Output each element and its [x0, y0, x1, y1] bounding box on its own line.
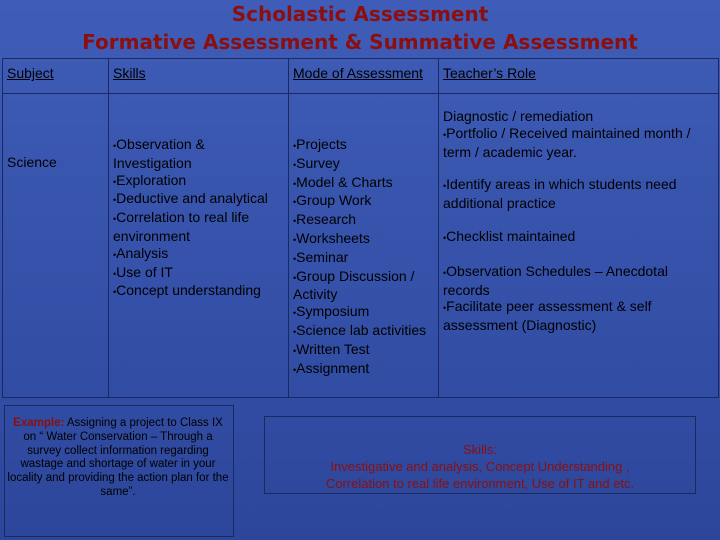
skills-summary-box: [264, 416, 696, 494]
skills-summary-line2: Investigative and analysis, Concept Understanding ,: [330, 459, 630, 474]
list-item: •Seminar: [293, 248, 349, 265]
subject-cell: Science: [7, 154, 57, 170]
skills-summary-heading: Skills:: [463, 442, 497, 457]
list-item: •Observation & Investigation: [113, 136, 205, 171]
list-item: •Worksheets: [293, 229, 370, 246]
list-item: •Concept understanding: [113, 282, 261, 299]
list-item: •Written Test: [293, 340, 370, 357]
table-row: [3, 94, 719, 398]
list-item: •Use of IT: [113, 263, 173, 280]
list-item: •Checklist maintained: [443, 227, 576, 244]
example-lead: Example:: [13, 417, 65, 429]
assessment-table: [2, 58, 719, 398]
list-item: •Facilitate peer assessment & self assessment (Diagnostic): [443, 298, 652, 334]
skills-summary-line3: Correlation to real life environment, Use of IT and etc.: [325, 476, 635, 491]
list-item: •Assignment: [293, 359, 370, 376]
list-item: •Research: [293, 211, 357, 228]
modes-list: [293, 136, 434, 378]
list-item: •Exploration: [113, 171, 187, 188]
list-item: •Analysis: [113, 244, 169, 261]
header-mode-of-assessment: Mode of Assessment: [293, 65, 423, 81]
teacher-role-intro: Diagnostic / remediation: [443, 108, 594, 124]
list-item: •Group Discussion / Activity: [293, 267, 415, 303]
list-item: •Projects: [293, 136, 347, 152]
page-title-line2: Formative Assessment & Summative Assessment: [82, 30, 638, 54]
skills-list: [113, 136, 284, 301]
page-title-line1: Scholastic Assessment: [231, 2, 489, 26]
header-skills: Skills: [113, 65, 146, 81]
list-item: •Science lab activities: [293, 321, 427, 338]
header-teachers-role: Teacher’s Role: [443, 65, 536, 81]
list-item: •Observation Schedules – Anecdotal records: [443, 262, 668, 298]
list-item: •Correlation to real life environment: [113, 209, 250, 244]
list-item: •Symposium: [293, 303, 370, 320]
table-header-row: [3, 59, 719, 94]
example-text: [6, 417, 230, 500]
list-item: •Group Work: [293, 192, 372, 209]
example-body: Assigning a project to Class IX on “ Water Conservation – Through a survey collect information regarding wastage and shortage of water in your locality and providing the action plan for the same”.: [7, 417, 229, 498]
list-item: •Model & Charts: [293, 173, 393, 190]
list-item: •Portfolio / Received maintained month / term / academic year.: [443, 124, 691, 160]
list-item: •Identify areas in which students need additional practice: [443, 176, 677, 212]
list-item: •Survey: [293, 154, 340, 171]
header-subject: Subject: [7, 65, 54, 81]
list-item: •Deductive and analytical: [113, 190, 268, 207]
